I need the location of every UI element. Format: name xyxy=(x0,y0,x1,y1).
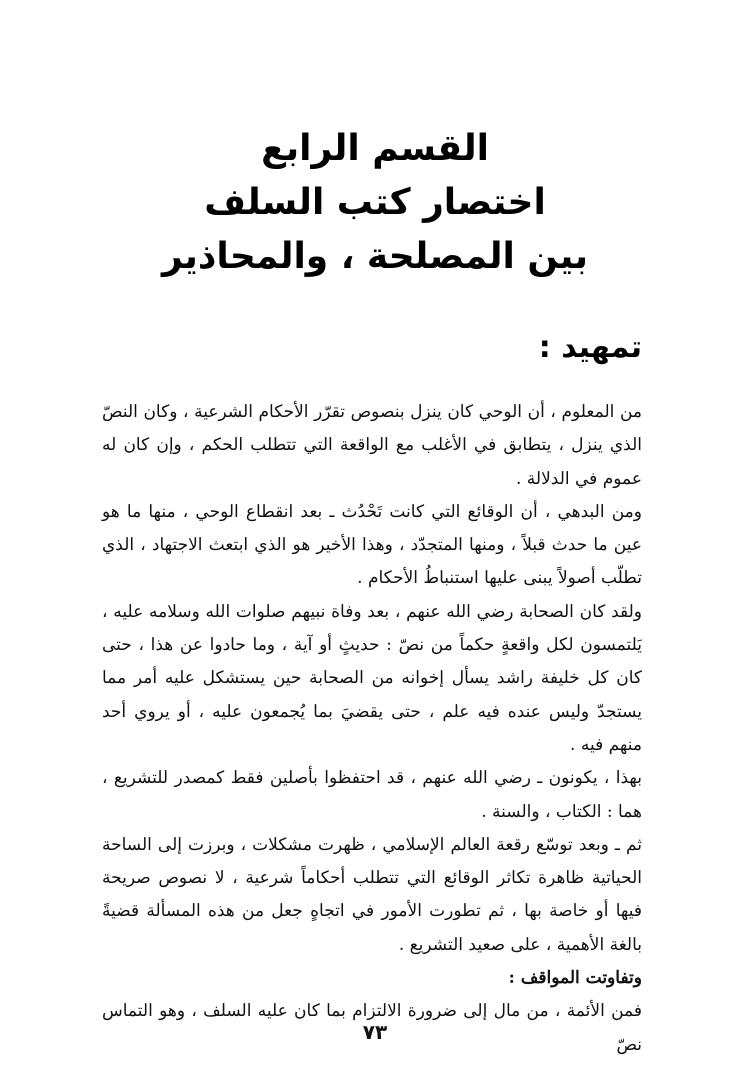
paragraph: ثم ـ وبعد توسّع رقعة العالم الإسلامي ، ظهرت مشكلات ، وبرزت إلى الساحة الحياتية ظاهرة تكاثر الوقائع التي تتطلب أحكاماً شرعية ، لا نصوص صريحة فيها أو خاصة بها ، ثم تطورت الأمور في اتجاهٍ جعل من هذه المسألة قضيةً بالغة الأهمية ، على صعيد التشريع . xyxy=(102,834,642,955)
paragraph: ولقد كان الصحابة رضي الله عنهم ، بعد وفاة نبيهم صلوات الله وسلامه عليه ، يَلتمسون لكل واقعةٍ حكماً من نصّ : حديثٍ أو آية ، وما حادوا عن هذا ، حتى كان كل خليفة راشد يسأل إخوانه من الصحابة حين يستشكل عليه أمر مما يستجدّ وليس عنده فيه علم ، حتى يقضيَ بما يُجمعون عليه ، أو يروي أحد منهم فيه . xyxy=(102,601,642,755)
chapter-title-block xyxy=(0,122,750,284)
paragraph: فمن الأئمة ، من مال إلى ضرورة الالتزام بما كان عليه السلف ، وهو التماس نصّ xyxy=(102,1001,642,1055)
section-heading: تمهيد : xyxy=(538,330,642,365)
paragraph: من المعلوم ، أن الوحي كان ينزل بنصوص تقرّر الأحكام الشرعية ، وكان النصّ الذي ينزل ، يتطابق في الأغلب مع الواقعة التي تتطلب الحكم ، وإن كان له عموم في الدلالة . xyxy=(102,402,642,489)
paragraph: بهذا ، يكونون ـ رضي الله عنهم ، قد احتفظوا بأصلين فقط كمصدر للتشريع ، هما : الكتاب ، والسنة . xyxy=(102,768,642,822)
page-number: ٧٣ xyxy=(362,1020,388,1044)
body-text xyxy=(102,396,642,1062)
paragraph: ومن البدهي ، أن الوقائع التي كانت تَحْدُث ـ بعد انقطاع الوحي ، منها ما هو عين ما حدث قبلاً ، ومنها المتجدّد ، وهذا الأخير هو الذي ابتعث الاجتهاد ، الذي تطلّب أصولاً يبنى عليها استنباطُ الأحكام . xyxy=(102,501,642,589)
subheading: وتفاوتت المواقف : xyxy=(508,968,642,989)
chapter-title-part: القسم الرابع xyxy=(261,128,489,169)
chapter-title-sub: بين المصلحة ، والمحاذير xyxy=(161,236,589,277)
chapter-title-main: اختصار كتب السلف xyxy=(204,182,546,223)
